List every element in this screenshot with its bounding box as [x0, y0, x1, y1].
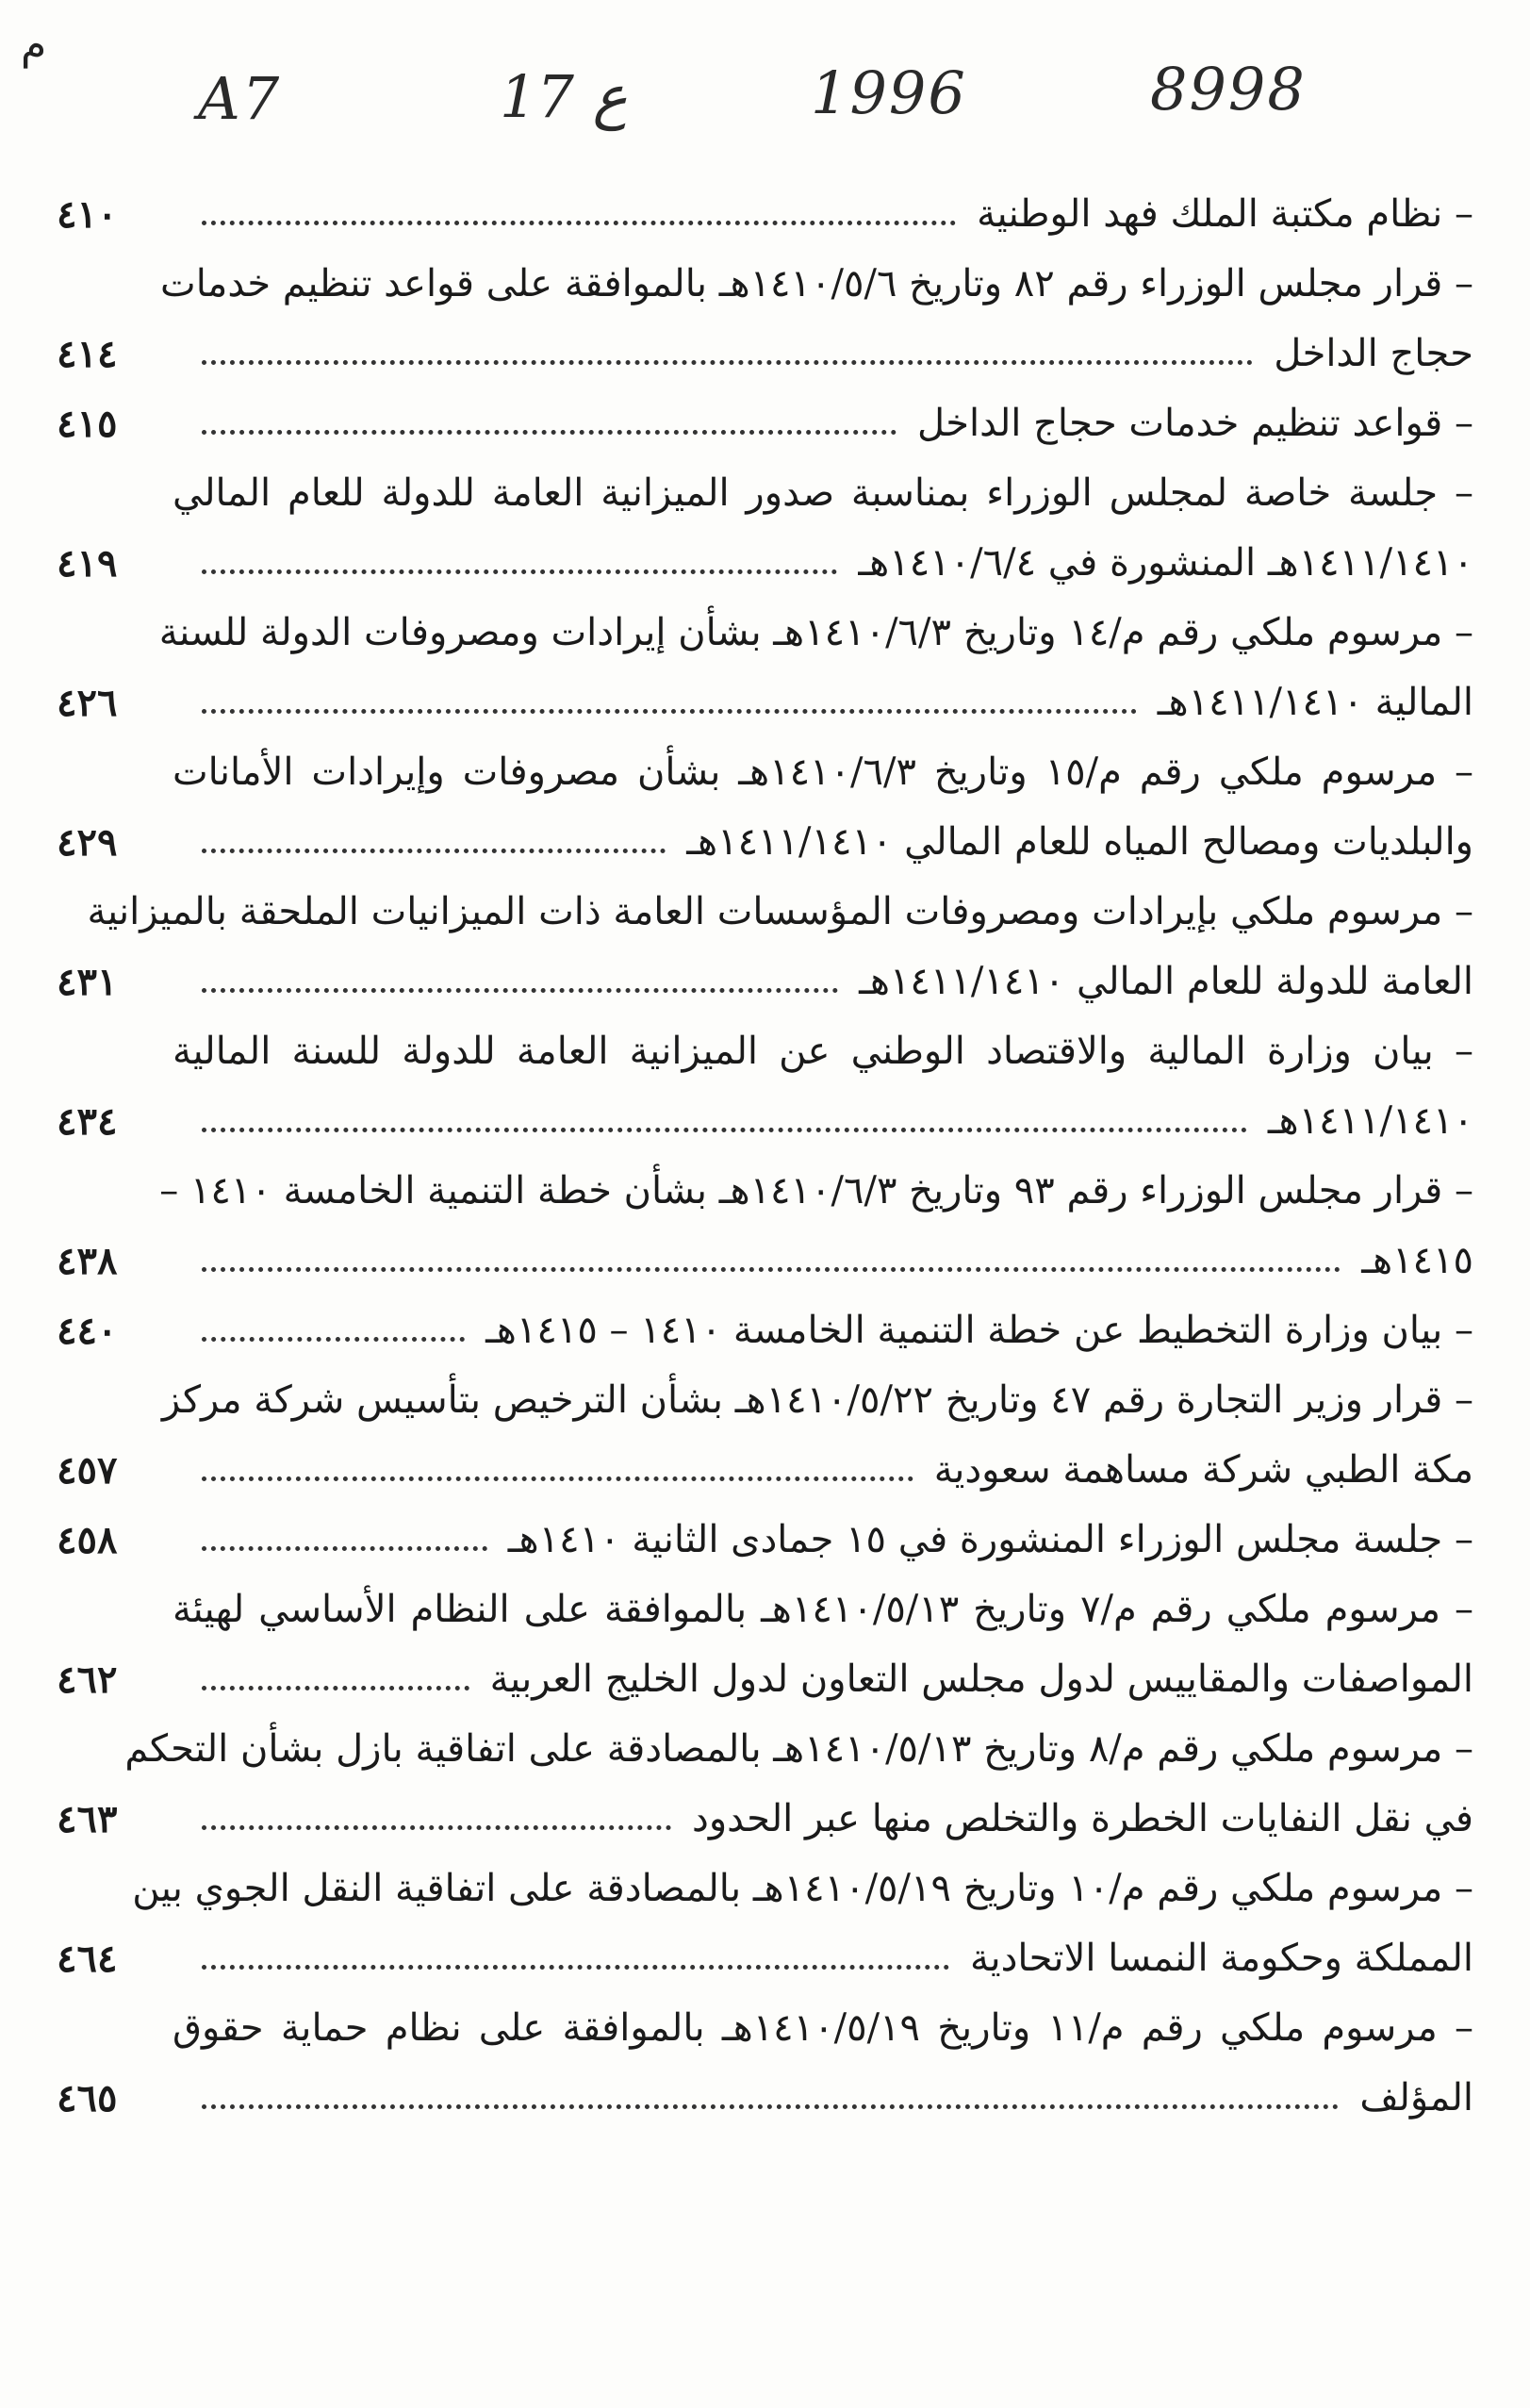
toc-entry-text: حجاج الداخل — [1274, 332, 1473, 375]
toc-entry-final-line — [57, 2063, 1473, 2133]
toc-page-number: ٤٢٩ — [57, 819, 118, 865]
toc-entry-final-line — [57, 947, 1473, 1016]
handwritten-note-2: 17 ع — [500, 62, 628, 131]
toc-entry — [57, 1505, 1473, 1575]
toc-entry — [57, 179, 1473, 249]
toc-page-number: ٤١٤ — [57, 331, 118, 376]
dot-leader — [202, 1965, 949, 1970]
dot-leader — [202, 569, 837, 574]
toc-entry-text: – جلسة مجلس الوزراء المنشورة في ١٥ جمادى الثانية ١٤١٠هـ — [507, 1518, 1473, 1561]
toc-entry-line — [57, 1156, 1473, 1226]
toc-entry-text: – بيان وزارة التخطيط عن خطة التنمية الخامسة ١٤١٠ – ١٤١٥هـ — [485, 1309, 1473, 1352]
toc-page-number: ٤٤٠ — [57, 1308, 118, 1353]
toc-entry-text: ١٤١٥هـ — [1361, 1239, 1473, 1282]
toc-entry — [57, 1016, 1473, 1156]
toc-entry-text: – نظام مكتبة الملك فهد الوطنية — [977, 192, 1473, 236]
dot-leader — [202, 988, 838, 993]
toc-entry-text: – مرسوم ملكي رقم م/٧ وتاريخ ١٤١٠/٥/١٣هـ بالموافقة على النظام الأساسي لهيئة — [173, 1588, 1473, 1631]
toc-entry-line — [57, 1575, 1473, 1644]
toc-entry-text: المواصفات والمقاييس لدول مجلس التعاون لدول الخليج العربية — [489, 1658, 1473, 1701]
toc-entry-final-line — [57, 388, 1473, 458]
dot-leader — [202, 360, 1253, 365]
toc-page-number: ٤١٩ — [57, 540, 118, 586]
toc-page-number: ٤٥٧ — [57, 1447, 118, 1493]
toc-entry-final-line — [57, 319, 1473, 388]
toc-entry — [57, 458, 1473, 598]
toc-page-number: ٤٣٤ — [57, 1098, 118, 1144]
toc-entry-text: – جلسة خاصة لمجلس الوزراء بمناسبة صدور الميزانية العامة للدولة للعام المالي — [173, 471, 1473, 515]
toc-entry — [57, 1575, 1473, 1714]
toc-entry — [57, 877, 1473, 1016]
toc-entry-line — [57, 598, 1473, 668]
toc-entry-line — [57, 1993, 1473, 2063]
toc-entry — [57, 388, 1473, 458]
toc-entry-text: مكة الطبي شركة مساهمة سعودية — [933, 1448, 1473, 1492]
dot-leader — [202, 221, 956, 225]
dot-leader — [202, 1337, 465, 1342]
toc-entry-line — [57, 737, 1473, 807]
toc-entry-text: المؤلف — [1359, 2076, 1473, 2119]
dot-leader — [202, 709, 1137, 714]
table-of-contents — [57, 179, 1473, 2133]
toc-entry — [57, 1156, 1473, 1295]
toc-entry-line — [57, 1854, 1473, 1923]
toc-entry-final-line — [57, 668, 1473, 737]
toc-entry-text: – قواعد تنظيم خدمات حجاج الداخل — [916, 402, 1473, 445]
toc-entry-text: العامة للدولة للعام المالي ١٤١١/١٤١٠هـ — [859, 960, 1473, 1003]
handwritten-note-3: 1996 — [811, 58, 967, 127]
dot-leader — [202, 2104, 1339, 2109]
toc-entry-text: – بيان وزارة المالية والاقتصاد الوطني عن الميزانية العامة للدولة للسنة المالية — [173, 1030, 1473, 1073]
toc-entry-line — [57, 458, 1473, 528]
toc-entry-text: – مرسوم ملكي بإيرادات ومصروفات المؤسسات العامة ذات الميزانيات الملحقة بالميزانية — [87, 890, 1473, 933]
toc-entry-final-line — [57, 1435, 1473, 1505]
toc-entry-line — [57, 1365, 1473, 1435]
dot-leader — [202, 1128, 1247, 1132]
toc-entry-text: ١٤١١/١٤١٠هـ المنشورة في ١٤١٠/٦/٤هـ — [858, 541, 1473, 585]
toc-page-number: ٤٦٣ — [57, 1796, 118, 1841]
dot-leader — [202, 1825, 671, 1830]
toc-entry-line — [57, 1714, 1473, 1784]
toc-entry-line — [57, 1016, 1473, 1086]
toc-entry-text: في نقل النفايات الخطرة والتخلص منها عبر الحدود — [692, 1797, 1473, 1840]
toc-entry — [57, 1295, 1473, 1365]
toc-entry-text: – مرسوم ملكي رقم م/٨ وتاريخ ١٤١٠/٥/١٣هـ بالمصادقة على اتفاقية بازل بشأن التحكم — [124, 1727, 1473, 1771]
toc-entry-text: – مرسوم ملكي رقم م/١٠ وتاريخ ١٤١٠/٥/١٩هـ بالمصادقة على اتفاقية النقل الجوي بين — [132, 1867, 1473, 1910]
toc-entry — [57, 1714, 1473, 1854]
toc-page-number: ٤٦٥ — [57, 2075, 118, 2120]
toc-entry-final-line — [57, 1505, 1473, 1575]
toc-entry — [57, 1365, 1473, 1505]
toc-page-number: ٤١٠ — [57, 191, 118, 237]
toc-page-number: ٤٥٨ — [57, 1517, 118, 1562]
toc-entry-text: ١٤١١/١٤١٠هـ — [1267, 1099, 1473, 1143]
toc-entry-final-line — [57, 1295, 1473, 1365]
toc-entry-line — [57, 877, 1473, 947]
toc-entry-final-line — [57, 179, 1473, 249]
toc-page-number: ٤٣٨ — [57, 1238, 118, 1283]
toc-page-number: ٤١٥ — [57, 401, 118, 446]
handwritten-header — [57, 45, 1473, 149]
toc-page-number: ٤٣١ — [57, 959, 118, 1004]
toc-entry-final-line — [57, 807, 1473, 877]
dot-leader — [202, 1546, 487, 1551]
toc-entry-text: – مرسوم ملكي رقم م/١٤ وتاريخ ١٤١٠/٦/٣هـ بشأن إيرادات ومصروفات الدولة للسنة — [158, 611, 1473, 654]
handwritten-note-4: 8998 — [1150, 55, 1307, 124]
toc-entry-final-line — [57, 1086, 1473, 1156]
toc-entry-text: – مرسوم ملكي رقم م/١٥ وتاريخ ١٤١٠/٦/٣هـ بشأن مصروفات وإيرادات الأمانات — [173, 750, 1474, 794]
toc-entry — [57, 249, 1473, 388]
handwritten-note-1: A7 — [198, 64, 282, 133]
toc-entry-text: المملكة وحكومة النمسا الاتحادية — [970, 1937, 1473, 1980]
toc-entry-line — [57, 249, 1473, 319]
toc-entry — [57, 1993, 1473, 2133]
toc-entry-text: – قرار وزير التجارة رقم ٤٧ وتاريخ ١٤١٠/٥/٢٢هـ بشأن الترخيص بتأسيس شركة مركز — [161, 1378, 1473, 1422]
page-mark: م — [21, 21, 47, 69]
toc-entry — [57, 737, 1473, 877]
toc-entry-text: – قرار مجلس الوزراء رقم ٨٢ وتاريخ ١٤١٠/٥/٦هـ بالموافقة على قواعد تنظيم خدمات — [160, 262, 1473, 305]
toc-entry-final-line — [57, 528, 1473, 598]
toc-page-number: ٤٦٢ — [57, 1657, 118, 1702]
toc-entry — [57, 598, 1473, 737]
toc-entry-final-line — [57, 1644, 1473, 1714]
toc-page-number: ٤٢٦ — [57, 680, 118, 725]
toc-entry-final-line — [57, 1923, 1473, 1993]
toc-entry-final-line — [57, 1784, 1473, 1854]
toc-entry-final-line — [57, 1226, 1473, 1295]
dot-leader — [202, 1476, 913, 1481]
toc-entry-text: المالية ١٤١١/١٤١٠هـ — [1157, 681, 1473, 724]
dot-leader — [202, 1686, 469, 1691]
dot-leader — [202, 430, 897, 435]
toc-entry-text: والبلديات ومصالح المياه للعام المالي ١٤١١/١٤١٠هـ — [686, 820, 1473, 864]
toc-page-number: ٤٦٤ — [57, 1936, 118, 1981]
dot-leader — [202, 849, 666, 853]
toc-entry-text: – قرار مجلس الوزراء رقم ٩٣ وتاريخ ١٤١٠/٦/٣هـ بشأن خطة التنمية الخامسة ١٤١٠ – — [159, 1169, 1473, 1212]
toc-entry — [57, 1854, 1473, 1993]
toc-entry-text: – مرسوم ملكي رقم م/١١ وتاريخ ١٤١٠/٥/١٩هـ بالموافقة على نظام حماية حقوق — [173, 2006, 1473, 2050]
dot-leader — [202, 1267, 1341, 1272]
